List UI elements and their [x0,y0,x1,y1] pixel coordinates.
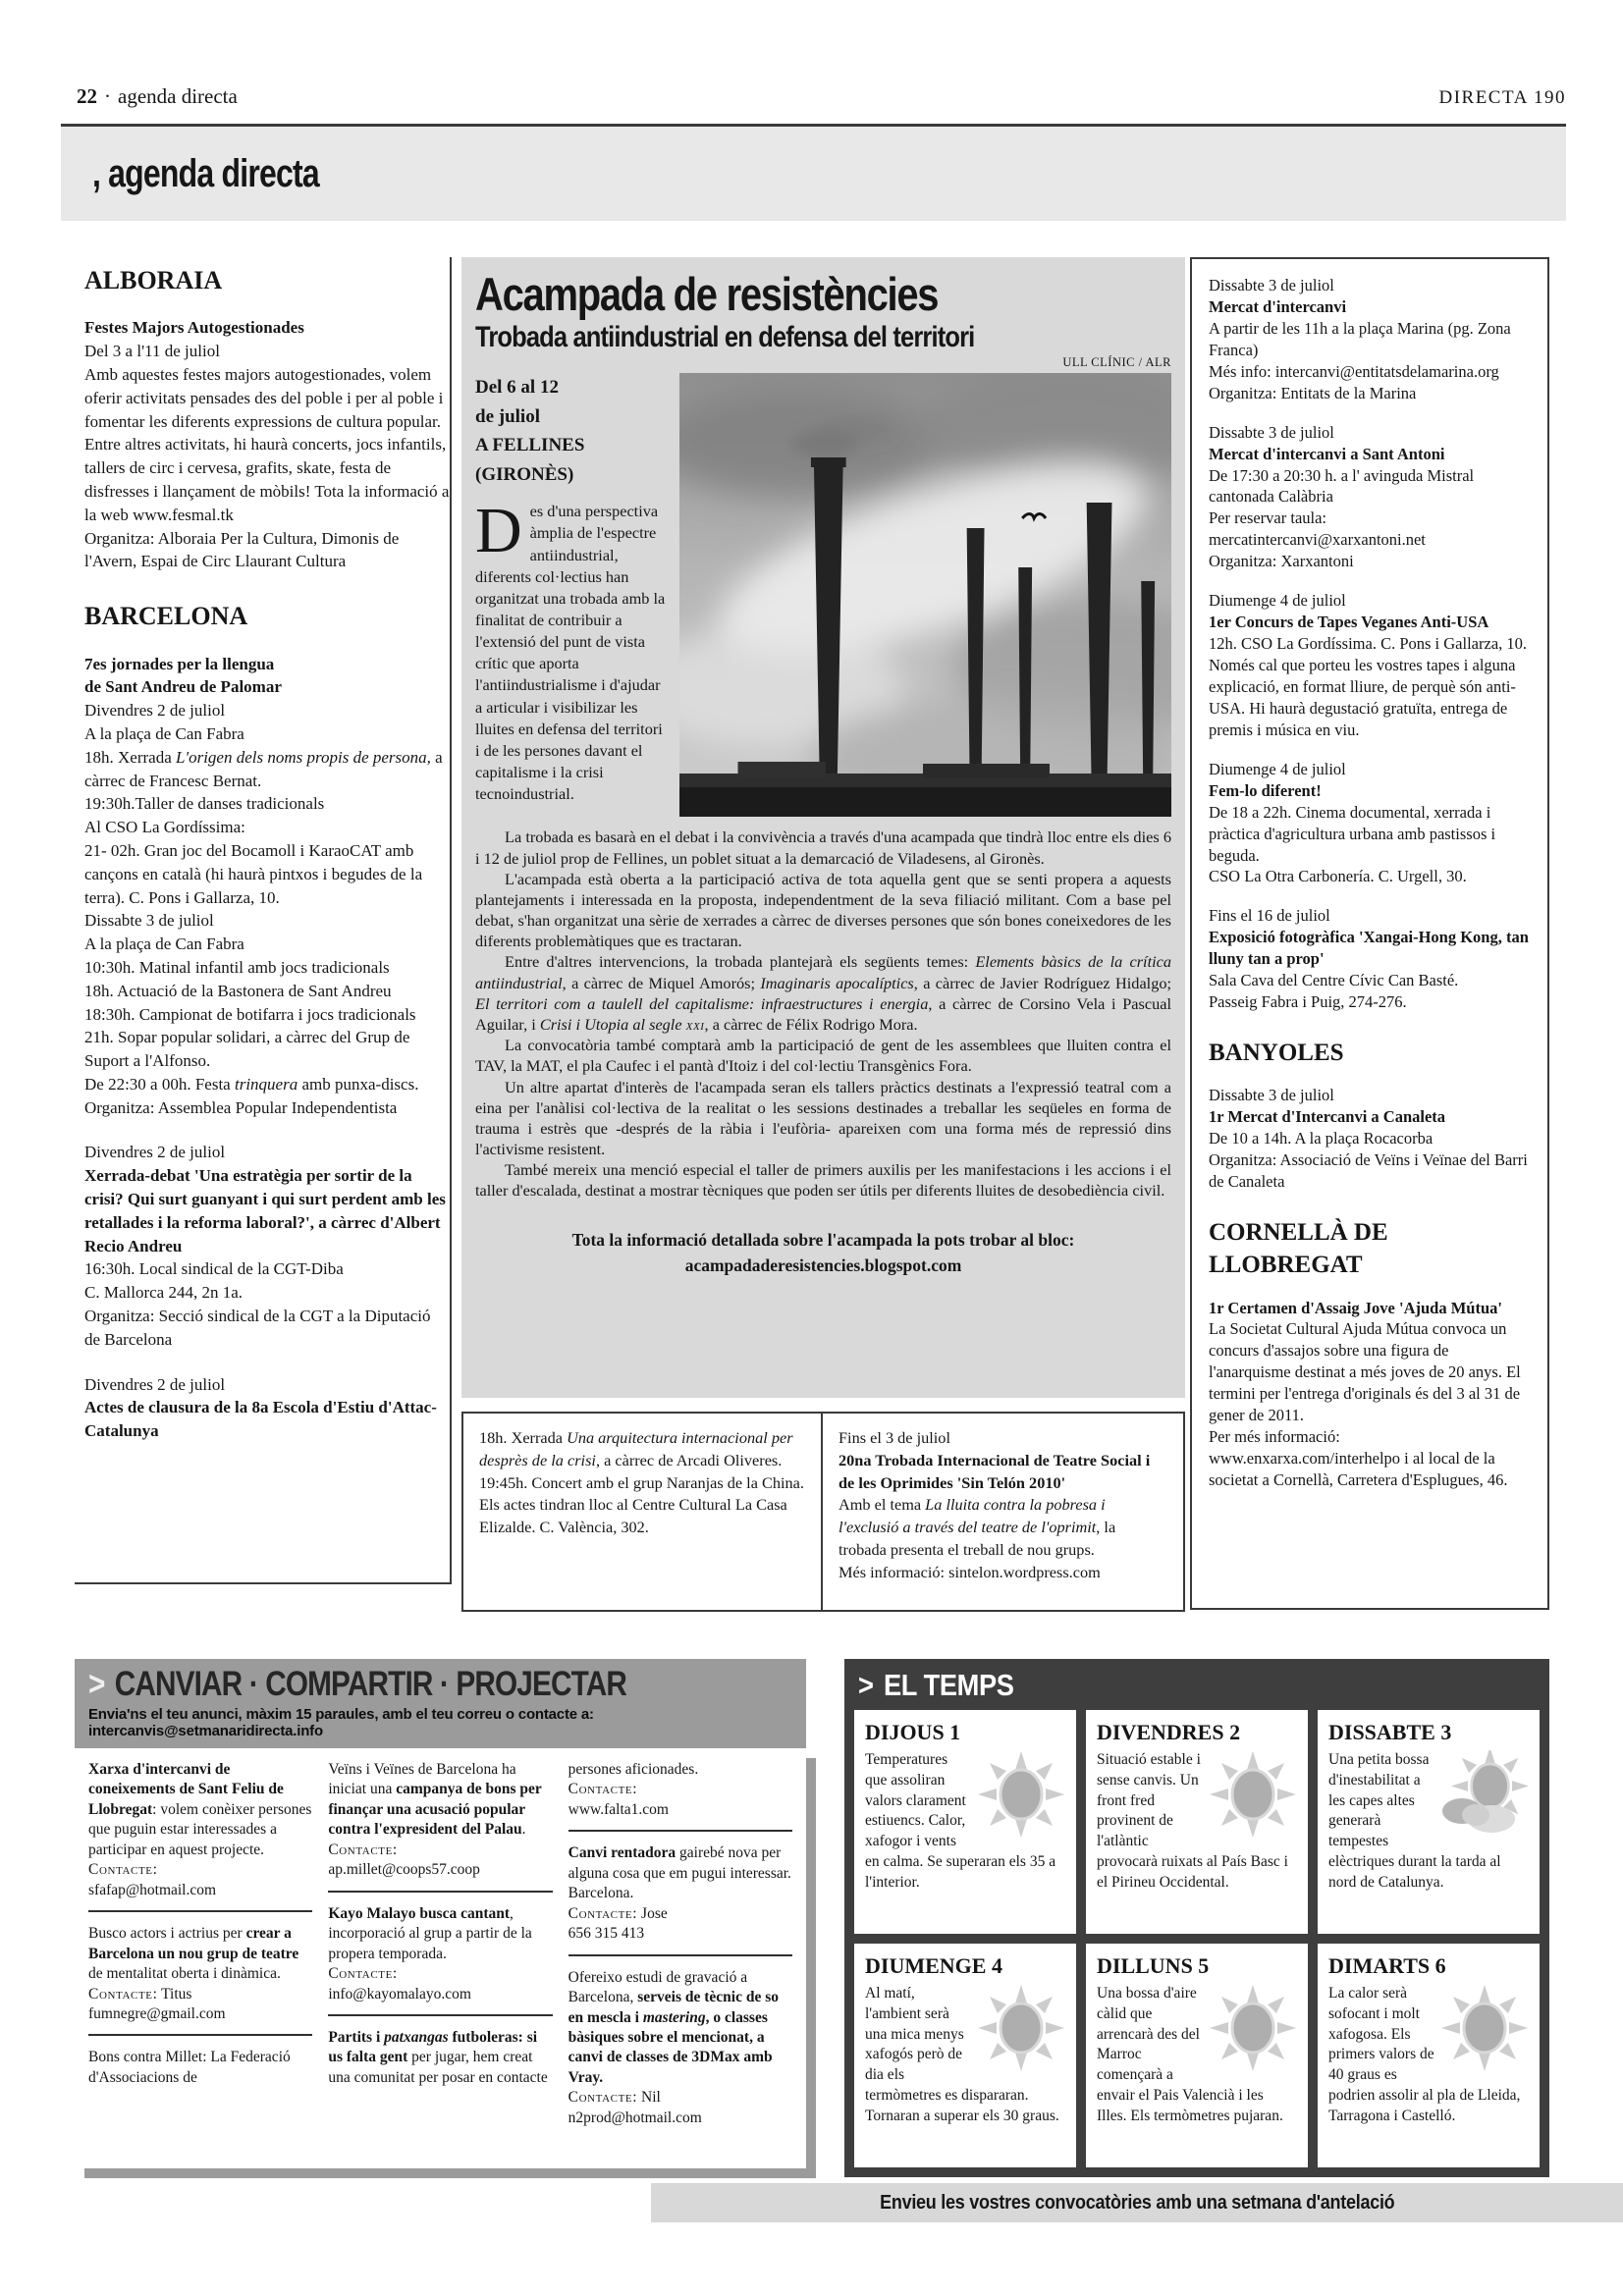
weather-text [865,1750,1065,1893]
article-paragraph: La convocatòria també comptarà amb la participació de gent de les assemblees que lluiten contra el TAV, la MAT, el pla Caufec i el pantà d'Itoiz i del col·lectiu Transgènics Fora. [475,1036,1171,1076]
weather-grid [854,1710,1540,2167]
classifieds-subtitle: Envia'ns el teu anunci, màxim 15 paraules, amb el teu correu o contacte a: intercanvis@setmanaridirecta.info [88,1706,594,1739]
dropcap: D [475,495,522,567]
section-banner [61,127,1566,221]
classifieds-card [75,1748,806,2168]
ad-divider [328,1891,552,1893]
classifieds-column-3 [568,1760,792,2157]
article-subtitle: Trobada antiindustrial en defensa del territori [475,320,975,353]
left-column-bottom-rule [75,1582,451,1584]
heading-barcelona: BARCELONA [84,602,248,631]
blog-info [475,1227,1171,1279]
classified-ad: Canvi rentadora gairebé nova per alguna cosa que em pugui interessar. Barcelona. Contacte: Jose 656 315 413 [568,1844,791,1943]
weather-forecast: Temperatures que assoliran valors clarament estiuencs. Calor, xafogor i vents en calma. Se superaran els 35 a l'interior. [865,1751,1056,1891]
article-paragraph: L'acampada està oberta a la participació activa de tota aquella gent que se senti propera a aquests plantejaments i interessada en la proposta, independentment de la seva filiació militant. Com a base pel debat, s'han organitzat una sèrie de xerrades a càrrec de diverses persones que són bones coneixedores de les diferents problemàtiques que es tractaran. [475,869,1171,951]
article-paragraph: Entre d'altres intervencions, la trobada plantejarà els següents temes: Elements bàsics de la crítica antiindustrial, a càrrec de Miquel Amorós; Imaginaris apocalíptics, a càrrec de Javier Rodríguez Hidalgo; El territori com a taulell del capitalisme: infraestructures i energia, a càrrec de Corsino Vela i Pascual Aguilar, i Crisi i Utopia al segle xxi, a càrrec de Félix Rodrigo Mora. [475,952,1171,1034]
heading-banyoles: BANYOLES [1209,1040,1344,1067]
event-box-sintelon: Fins el 3 de juliol 20na Trobada Internacional de Teatre Social i de les Oprimides 'Sin Telón 2010' Amb el tema La lluita contra la pobresa i l'exclusió a través del teatre de l'oprimit, la trobada presenta el treball de nou grups. Més informació: sintelon.wordpress.com [823,1412,1185,1612]
classified-ad: Busco actors i actrius per crear a Barcelona un nou grup de teatre de mentalitat oberta i dinàmica. Contacte: Titus fumnegre@gmail.com [88,1925,299,2022]
article-paragraph: Un altre apartat d'interès de l'acampada seran els tallers pràctics destinats a l'expressió teatral com a eina per l'anàlisi col·lectiva de la realitat o les sessions destinades a treballar les seqüeles en forma de trauma i estrès que -després de la ràbia i l'eufòria- apareixen com una forma més de repressió dins l'activisme resistent. [475,1077,1171,1159]
weather-card-dijous [854,1710,1076,1934]
classifieds-header [75,1659,806,1748]
weather-card-divendres [1086,1710,1308,1934]
classifieds-title-text: CANVIAR · COMPARTIR · PROJECTAR [114,1665,627,1703]
weather-day: DILLUNS 5 [1097,1953,1210,1978]
agenda-entry: Diumenge 4 de juliol 1er Concurs de Tapes Veganes Anti-USA 12h. CSO La Gordíssima. C. Pons i Gallarza, 10. Només cal que porteu les vostres tapes i alguna explicació, en format lliure, de perquè són anti-USA. Hi haurà degustació gratuïta, entrega de premis i música en viu. [1209,591,1528,739]
classifieds-column-1 [88,1760,312,2157]
classified-ad: persones aficionades. Contacte: www.falta1.com [568,1761,699,1818]
banyoles-entry: Dissabte 3 de juliol 1r Mercat d'Intercanvi a Canaleta De 10 a 14h. A la plaça Rocacorba Organitza: Associació de Veïns i Veïnae del Barri de Canaleta [1209,1086,1528,1192]
classified-ad: Kayo Malayo busca cantant, incorporació al grup a partir de la propera temporada. Contacte: info@kayomalayo.com [328,1904,532,2002]
weather-text [865,1984,1065,2126]
ad-divider [568,1954,792,1956]
industrial-chimneys-photo [679,373,1171,817]
weather-title-text: EL TEMPS [884,1668,1014,1702]
weather-header [854,1659,1540,1710]
right-column [1190,257,1549,1610]
heading-cornella: CORNELLÀ DE LLOBREGAT [1209,1219,1388,1279]
agenda-entry: Dissabte 3 de juliol Mercat d'intercanvi a Sant Antoni De 17:30 a 20:30 h. a l' avinguda Mistral cantonada Calàbria Per reservar taula: mercatintercanvi@xarxantoni.net Organitza: Xarxantoni [1209,422,1475,571]
article-lead [475,495,666,805]
ad-divider [88,2034,312,2036]
sun-icon [977,1984,1065,2072]
article-body [475,827,1171,1201]
weather-card-dilluns [1086,1944,1308,2167]
photo-credit: ULL CLÍNIC / ALR [1062,355,1171,370]
blog-url: acampadaderesistencies.blogspot.com [684,1255,962,1275]
agenda-entry: Fins el 16 de juliol Exposició fotogràfica 'Xangai-Hong Kong, tan lluny tan a prop' Sala Cava del Centre Cívic Can Basté. Passeig Fabra i Puig, 274-276. [1209,906,1529,1012]
weather-text [1097,1984,1297,2126]
footer-strip [651,2183,1623,2222]
weather-day: DIMARTS 6 [1328,1953,1446,1978]
weather-forecast: Una bossa d'aire càlid que arrencarà des del Marroc començarà a envair el Pais Valencià i les Illes. Els termòmetres pujaran. [1097,1985,1283,2124]
cornella-entry: 1r Certamen d'Assaig Jove 'Ajuda Mútua' La Societat Cultural Ajuda Mútua convoca un concurs d'assajos sobre una figura de l'anarquisme destinat a més joves de 20 anys. El termini per l'entrega d'originals és del 3 al 31 de gener de 2011. Per més informació: www.enxarxa.com/interhelpo i al local de la societat a Cornellà, Carretera d'Esplugues, 46. [1209,1298,1521,1489]
weather-card-dissabte [1318,1710,1540,1934]
classified-ad: Partits i patxangas futboleras: si us falta gent per jugar, hem creat una comunitat per posar en contacte [328,2028,548,2086]
barcelona-entry-2: Divendres 2 de juliol Xerrada-debat 'Una estratègia per sortir de la crisi? Qui surt guanyant i qui surt perdent amb les retallades i la reforma laboral?', a càrrec d'Albert Recio Andreu 16:30h. Local sindical de la CGT-Diba C. Mallorca 244, 2n 1a. Organitza: Secció sindical de la CGT a la Diputació de Barcelona [84,1143,446,1349]
issue-label: DIRECTA 190 [1438,87,1566,108]
blog-info-line: Tota la informació detallada sobre l'acampada la pots trobar al bloc: [571,1229,1075,1250]
weather-section [844,1659,1549,2177]
classified-ad: Bons contra Millet: La Federació d'Associacions de [88,2049,291,2086]
agenda-entry: Dissabte 3 de juliol Mercat d'intercanvi A partir de les 11h a la plaça Marina (pg. Zona Franca) Més info: intercanvi@entitatsdelamarina.org Organitza: Entitats de la Marina [1209,276,1511,402]
weather-forecast: Una petita bossa d'inestabilitat a les capes altes generarà tempestes elèctriques durant la tarda al nord de Catalunya. [1328,1751,1501,1891]
barcelona-entry-3: Divendres 2 de juliol Actes de clausura de la 8a Escola d'Estiu d'Attac-Catalunya [84,1374,437,1441]
event-box-elizalde: 18h. Xerrada Una arquitectura internacional per desprès de la crisi, a càrrec de Arcadi Oliveres. 19:45h. Concert amb el grup Naranjas de la China. Els actes tindran lloc al Centre Cultural La Casa Elizalde. C. València, 302. [461,1412,823,1612]
article-photo [679,373,1171,817]
weather-card-dimarts [1318,1944,1540,2167]
arrow-icon: > [858,1668,874,1702]
masthead-left [77,84,238,109]
weather-forecast: Situació estable i sense canvis. Un front fred provinent de l'atlàntic provocarà ruixats al País Basc i el Pirineu Occidental. [1097,1751,1288,1891]
barcelona-entry-1: 7es jornades per la llengua de Sant Andreu de Palomar Divendres 2 de juliol A la plaça de Can Fabra 18h. Xerrada L'origen dels noms propis de persona, a càrrec de Francesc Bernat. 19:30h.Taller de danses tradicionals Al CSO La Gordíssima: 21- 02h. Gran joc del Bocamoll i KaraoCAT amb cançons en català (hi haurà pintxos i begudes de la terra). C. Pons i Gallarza, 10. Dissabte 3 de juliol A la plaça de Can Fabra 10:30h. Matinal infantil amb jocs tradicionals 18h. Actuació de la Bastonera de Sant Andreu 18:30h. Campionat de botifarra i jocs tradicionals 21h. Sopar popular solidari, a càrrec del Grup de Suport a l'Alfonso. De 22:30 a 00h. Festa trinquera amb punxa-discs. Organitza: Assemblea Popular Independentista [84,654,443,1117]
classified-ad: Veïns i Veïnes de Barcelona ha iniciat una campanya de bons per finançar una acusació popular contra l'expresident del Palau. Contacte: ap.millet@coops57.coop [328,1761,542,1879]
masthead-separator: · [104,84,111,108]
article-paragraph: La trobada es basarà en el debat i la convivència a través d'una acampada que tindrà lloc entre els dies 6 i 12 de juliol prop de Fellines, un poblet situat a la demarcació de Viladesens, al Gironès. [475,828,1171,868]
article-paragraph: També mereix una menció especial el taller de primers auxilis per les manifestacions i les accions i el taller d'escalada, destinat a mostrar tècniques que poden ser útils per diferents lluites de desobediència civil. [475,1160,1171,1201]
agenda-entry: Diumenge 4 de juliol Fem-lo diferent! De 18 a 22h. Cinema documental, xerrada i pràctica d'agricultura urbana amb pastissos i beguda. CSO La Otra Carbonería. C. Urgell, 30. [1209,759,1496,886]
page-number: 22 [77,84,97,108]
ad-divider [88,1910,312,1912]
sun-icon [1440,1984,1529,2072]
article-top [475,373,1171,817]
weather-card-diumenge [854,1944,1076,2167]
center-boxes [461,1412,1185,1612]
column-divider [450,257,452,1584]
classifieds-column-2 [328,1760,552,2157]
article-title: Acampada de resistències [475,268,939,320]
sun-cloud-icon [1440,1750,1529,1839]
ad-divider [328,2014,552,2016]
weather-day: DIJOUS 1 [865,1720,961,1744]
sun-icon [977,1750,1065,1839]
arrow-icon: > [88,1665,105,1703]
weather-day: DISSABTE 3 [1328,1720,1452,1744]
weather-forecast: Al matí, l'ambient serà una mica menys xafogós però de dia els termòmetres es dispararan. Tornaran a superar els 30 graus. [865,1985,1059,2124]
weather-text [1328,1984,1529,2126]
heading-alboraia: ALBORAIA [84,266,223,294]
lead-text: es d'una perspectiva àmplia de l'espectre antiindustrial, diferents col·lectius han organitzat una trobada amb la finalitat de contribuir a l'extensió del punt de vista crític que aporta l'antiindustrialisme i d'ajudar a articular i visibilizar les lluites en defensa del territori i de les persones davant el capitalisme i la crisi tecnoindustrial. [475,502,666,804]
article-date-place: Del 6 al 12 de juliol A FELLINES (GIRONÈS) [475,377,585,485]
weather-day: DIUMENGE 4 [865,1953,1002,1978]
weather-forecast: La calor serà sofocant i molt xafogosa. Els primers valors de 40 graus es podrien assolir al pla de Lleida, Tarragona i Castelló. [1328,1985,1521,2124]
main-article [461,257,1185,1398]
weather-day: DIVENDRES 2 [1097,1720,1241,1744]
alboraia-entry: Festes Majors Autogestionades Del 3 a l'11 de juliol Amb aquestes festes majors autogestionades, volem oferir activitats pensades des del poble i per al poble i fomentar les diferents expressions de cultura popular. Entre altres activitats, hi haurà concerts, jocs infantils, tallers de circ i cervesa, grafits, skate, festa de disfresses i llançament de mòbils! Tota la informació a la web www.fesmal.tk Organitza: Alboraia Per la Cultura, Dimonis de l'Avern, Espai de Circ Llaurant Cultura [84,318,450,571]
classified-ad: Xarxa d'intercanvi de coneixements de Sant Feliu de Llobregat: volem conèixer persones que puguin estar interessades a participar en aquest projecte. Contacte: sfafap@hotmail.com [88,1761,312,1898]
sun-icon [1209,1750,1297,1839]
sun-icon [1209,1984,1297,2072]
article-intro [475,373,679,817]
weather-text [1328,1750,1529,1893]
left-column [84,263,450,1578]
weather-title [858,1668,1013,1703]
masthead [77,84,1566,109]
classified-ad: Ofereixo estudi de gravació a Barcelona, serveis de tècnic de so en mescla i mastering, o classes bàsiques sobre el mencionat, a canvi de classes de 3DMax amb Vray. Contacte: Nil n2prod@hotmail.com [568,1968,780,2126]
classifieds-section [75,1659,806,2168]
footer-notice: Envieu les vostres convocatòries amb una setmana d'antelació [879,2191,1395,2214]
section-title: agenda directa [118,84,238,108]
banner-title: , agenda directa [92,151,319,195]
weather-text [1097,1750,1297,1893]
ad-divider [568,1830,792,1832]
classifieds-title [88,1665,686,1704]
